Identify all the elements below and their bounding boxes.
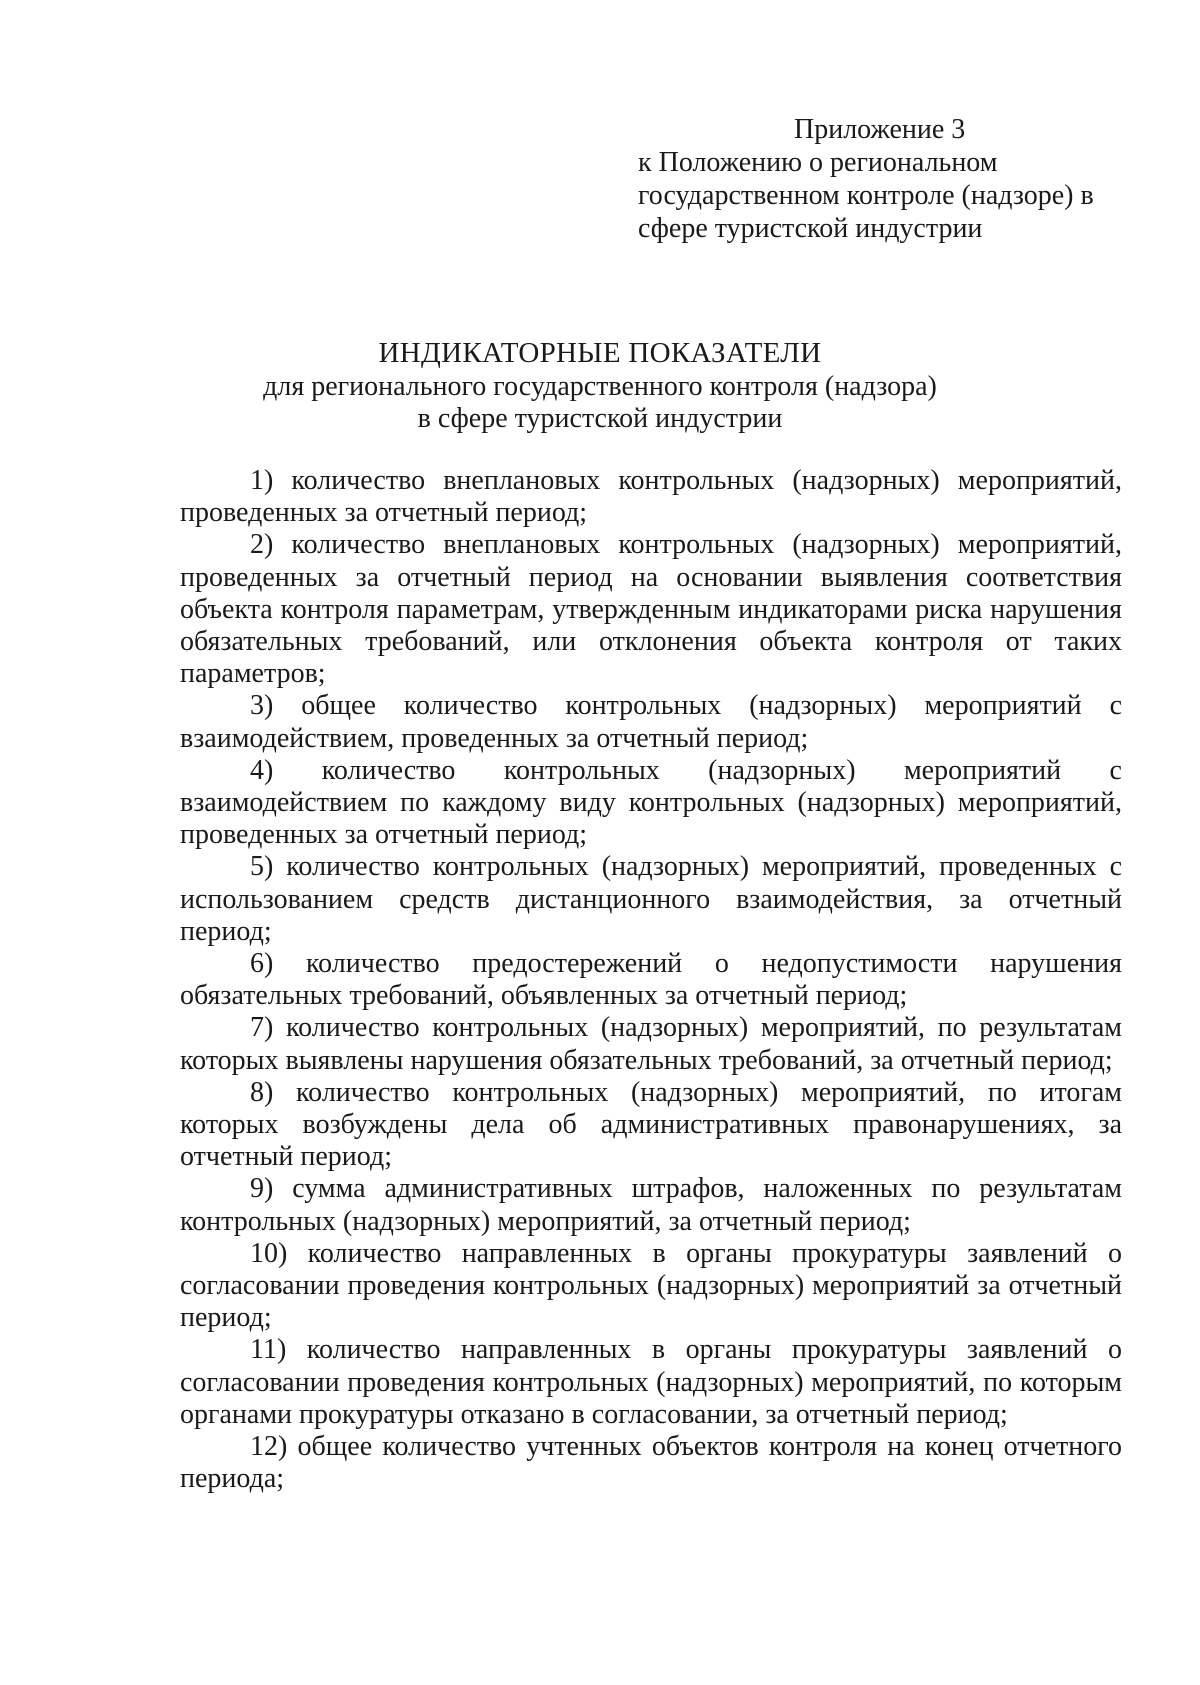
indicator-list <box>180 465 1122 1496</box>
indicator-item: 4) количество контрольных (надзорных) мероприятий с взаимодействием по каждому виду контрольных (надзорных) мероприятий, проведенных за отчетный период; <box>180 754 1122 851</box>
indicator-item: 1) количество внеплановых контрольных (надзорных) мероприятий, проведенных за отчетный период; <box>180 465 1122 529</box>
indicator-item: 10) количество направленных в органы прокуратуры заявлений о согласовании проведения контрольных (надзорных) мероприятий за отчетный период; <box>180 1237 1122 1334</box>
appendix-note <box>638 113 1118 245</box>
indicator-item: 3) общее количество контрольных (надзорных) мероприятий с взаимодействием, проведенных за отчетный период; <box>180 690 1122 754</box>
indicator-item: 8) количество контрольных (надзорных) мероприятий, по итогам которых возбуждены дела об административных правонарушениях, за отчетный период; <box>180 1076 1122 1173</box>
indicator-item: 5) количество контрольных (надзорных) мероприятий, проведенных с использованием средств дистанционного взаимодействия, за отчетный период; <box>180 851 1122 947</box>
indicator-item: 7) количество контрольных (надзорных) мероприятий, по результатам которых выявлены нарушения обязательных требований, за отчетный период; <box>180 1012 1122 1076</box>
indicator-item: 12) общее количество учтенных объектов контроля на конец отчетного периода; <box>180 1431 1122 1495</box>
indicator-item: 9) сумма административных штрафов, наложенных по результатам контрольных (надзорных) мероприятий, за отчетный период; <box>180 1173 1122 1237</box>
appendix-subtitle: к Положению о региональном государственном контроле (надзоре) в сфере туристской индустрии <box>638 147 1094 244</box>
indicator-item: 2) количество внеплановых контрольных (надзорных) мероприятий, проведенных за отчетный период на основании выявления соответствия объекта контроля параметрам, утвержденным индикаторами риска нарушения обязательных требований, или отклонения объекта контроля от таких параметров; <box>180 529 1122 690</box>
document-subtitle-line-1: для регионального государственного контроля (надзора) <box>263 371 937 402</box>
document-heading <box>0 336 1200 435</box>
appendix-title: Приложение 3 <box>794 114 966 145</box>
indicator-item: 11) количество направленных в органы прокуратуры заявлений о согласовании проведения контрольных (надзорных) мероприятий, по которым органами прокуратуры отказано в согласовании, за отчетный период; <box>180 1334 1122 1430</box>
document-subtitle-line-2: в сфере туристской индустрии <box>417 403 783 434</box>
document-title: ИНДИКАТОРНЫЕ ПОКАЗАТЕЛИ <box>378 337 822 369</box>
indicator-item: 6) количество предостережений о недопустимости нарушения обязательных требований, объявленных за отчетный период; <box>180 948 1122 1012</box>
